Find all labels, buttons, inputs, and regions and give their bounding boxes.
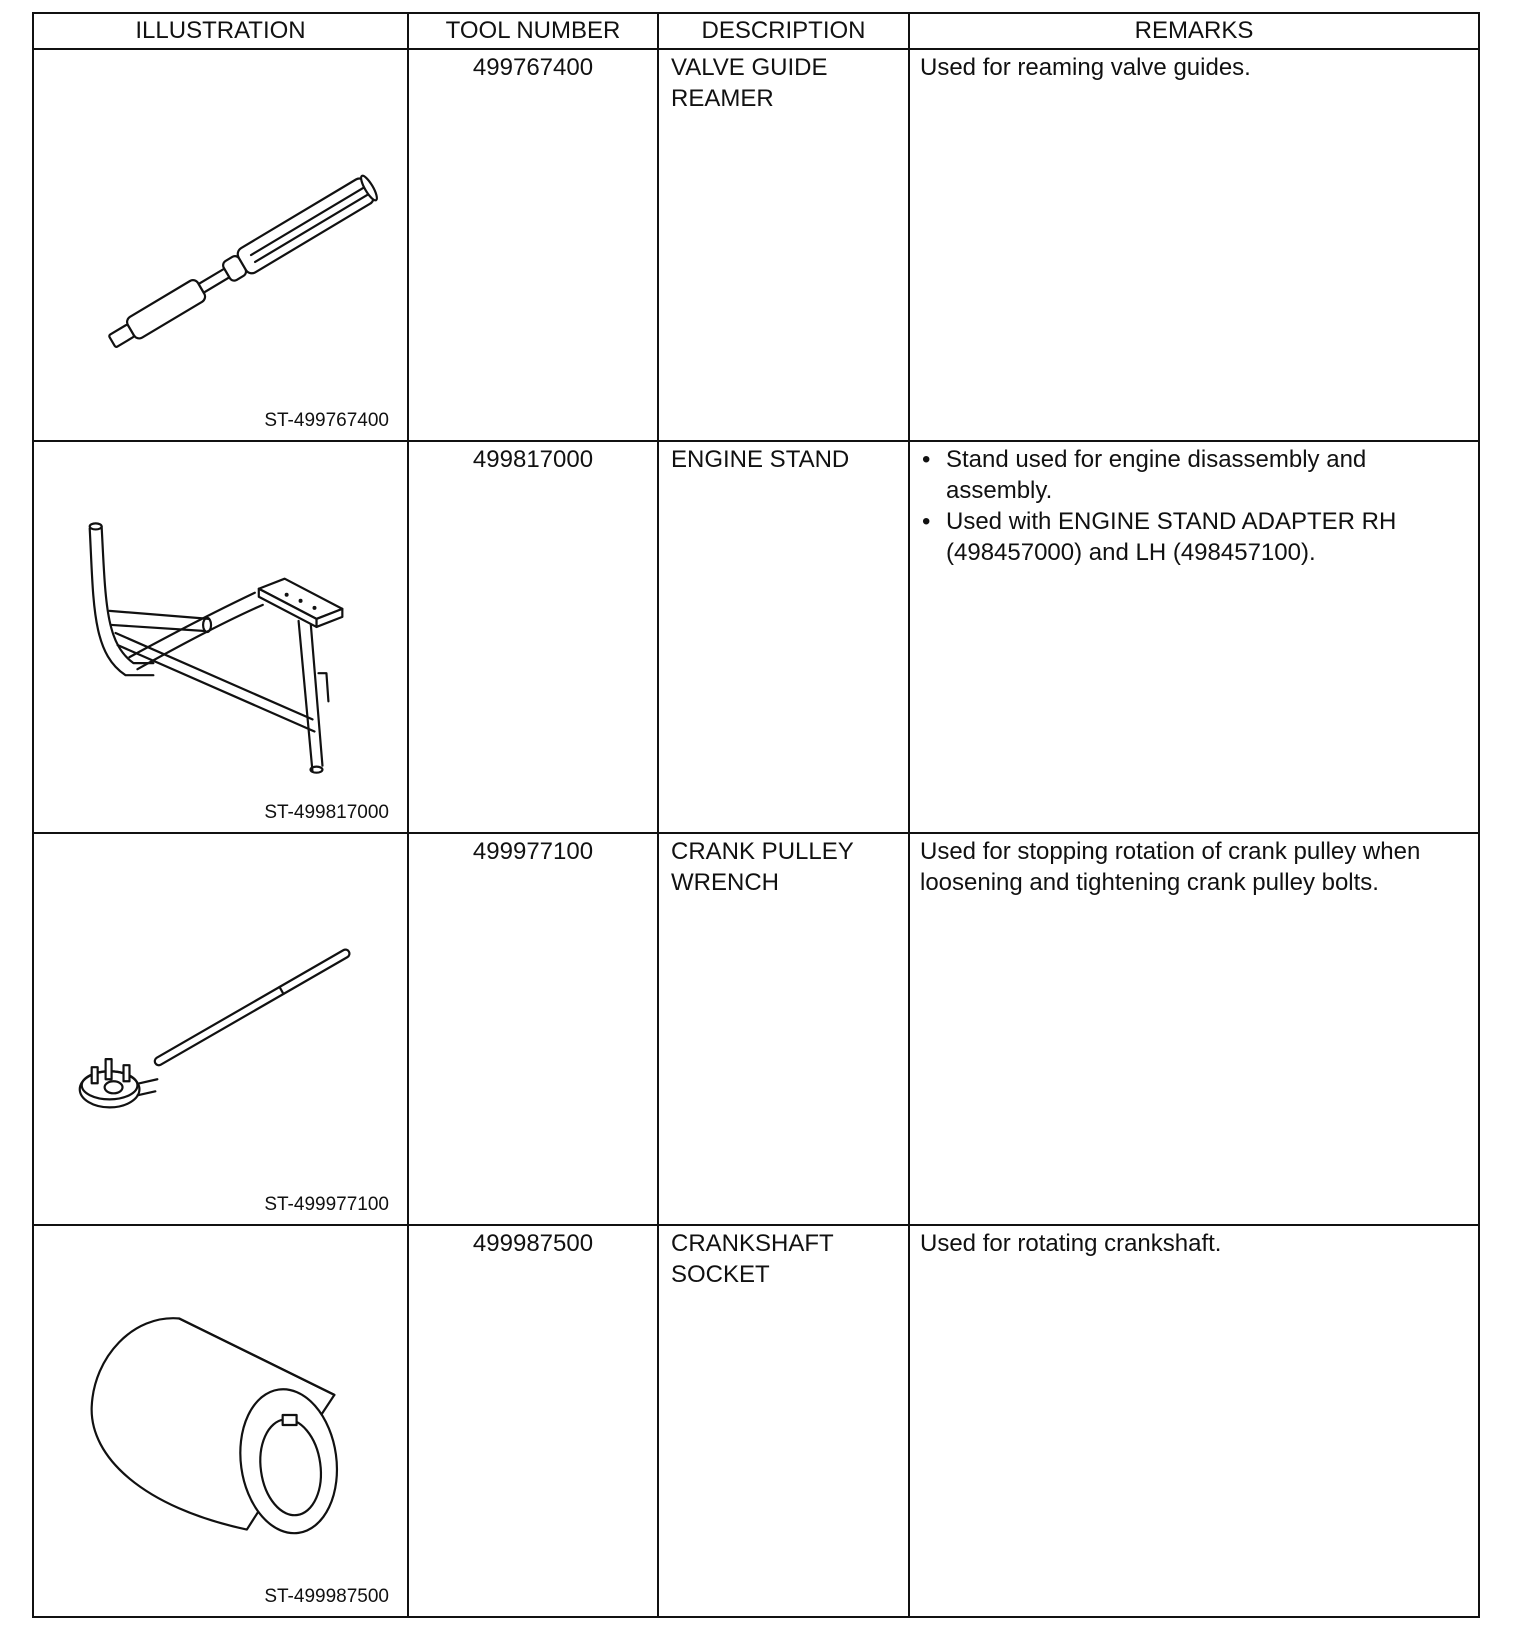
list-item: • Stand used for engine disassembly and assembly. [920,444,1468,506]
header-illustration: ILLUSTRATION [33,13,408,49]
crank-pulley-wrench-icon [34,834,407,1224]
header-row [33,13,1479,49]
table-row [33,1225,1479,1617]
illustration-cell [33,833,408,1225]
table-row [33,49,1479,441]
crankshaft-socket-icon [34,1226,407,1616]
special-tools-table [32,12,1480,1618]
header-remarks: REMARKS [909,13,1479,49]
tool-number: 499817000 [408,441,658,833]
tool-description: ENGINE STAND [658,441,909,833]
illustration-cell [33,49,408,441]
tool-number: 499987500 [408,1225,658,1617]
tool-remarks [909,441,1479,833]
table-row [33,833,1479,1225]
illustration-cell [33,1225,408,1617]
header-tool-number: TOOL NUMBER [408,13,658,49]
tool-remarks: Used for reaming valve guides. [909,49,1479,441]
illustration-code: ST-499977100 [264,1194,389,1215]
remarks-list [920,444,1468,568]
list-item: • Used with ENGINE STAND ADAPTER RH (498457000) and LH (498457100). [920,506,1468,568]
table-row [33,441,1479,833]
illustration-code: ST-499817000 [264,802,389,823]
tool-remarks: Used for stopping rotation of crank pulley when loosening and tightening crank pulley bolts. [909,833,1479,1225]
tool-description: VALVE GUIDE REAMER [658,49,909,441]
tool-remarks: Used for rotating crankshaft. [909,1225,1479,1617]
tool-description: CRANK PULLEY WRENCH [658,833,909,1225]
illustration-code: ST-499987500 [264,1586,389,1607]
tool-number: 499767400 [408,49,658,441]
tool-number: 499977100 [408,833,658,1225]
header-description: DESCRIPTION [658,13,909,49]
valve-guide-reamer-icon [34,50,407,440]
engine-stand-icon [34,442,407,832]
illustration-cell [33,441,408,833]
illustration-code: ST-499767400 [264,410,389,431]
tool-description: CRANKSHAFT SOCKET [658,1225,909,1617]
